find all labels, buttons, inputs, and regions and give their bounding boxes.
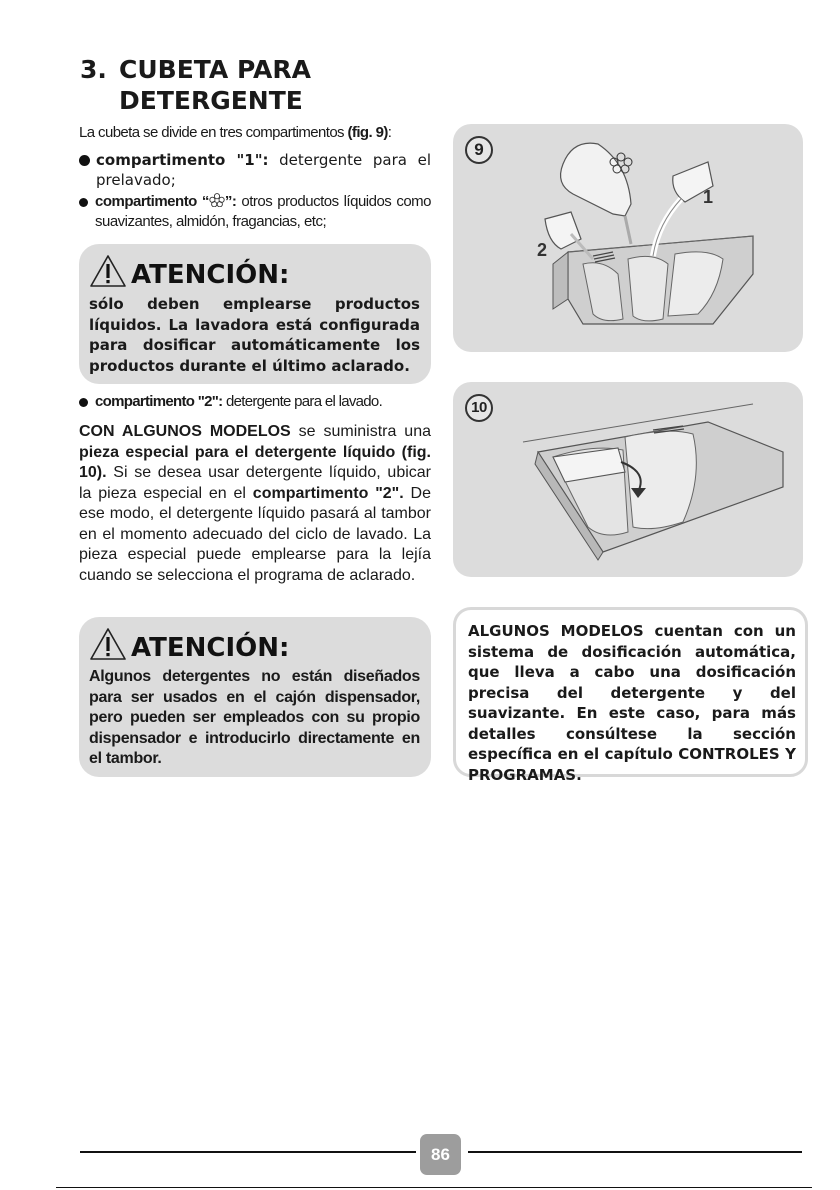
fig-reference: (fig. 9) [347,124,388,141]
special-piece-paragraph: CON ALGUNOS MODELOS se suministra una pieza especial para el detergente líquido (fig. 10). Si se desea usar detergente líquido, ubicar la pieza especial en el compartimento "2". De ese modo, el detergente líquido pasará al tambor en el momento adecuado del ciclo de lavado. La pieza especial puede emplearse para la lejía cuando se selecciona el programa de aclarado. [79,423,431,584]
flower-icon [209,193,225,207]
warning-triangle-icon [89,627,127,661]
warning-body: Algunos detergentes no están diseñados para ser usados en el cajón dispensador, pero pueden ser empleados con su propio dispensador e introducirlo directamente en el tambor. [89,668,420,767]
warning-body: sólo deben emplearse productos líquidos. La lavadora está configurada para dosificar automáticamente los productos durante el último aclarado. [89,295,420,375]
bullet-dot-icon [79,155,90,166]
page-bottom-rule [56,1187,812,1188]
figure-9-illustration [453,124,803,352]
compartment-2-label: 2 [537,240,548,260]
section-title-line2: DETERGENTE [119,86,303,115]
bullet-dot-icon [79,398,88,407]
section-number: 3. [80,55,107,84]
bullet-compartment-2: compartimento "2": detergente para el lavado. [79,392,431,412]
warning-title: ATENCIÓN: [131,260,290,290]
special-piece-illustration [453,382,803,577]
warning-title: ATENCIÓN: [131,633,290,663]
warning-triangle-icon [89,254,127,288]
bullet-compartment-softener: compartimento “ ”: otros productos líquidos como suavizantes, almidón, fragancias, etc; [79,192,431,232]
compartment-1-label: 1 [703,187,714,207]
figure-10-illustration [453,382,803,577]
note-body: ALGUNOS MODELOS cuentan con un sistema de dosificación automática, que lleva a cabo una dosificación precisa del detergente y del suavizante. En este caso, para más detalles consúltese la sección específica en el capítulo CONTROLES Y PROGRAMAS. [468,622,796,784]
figure-number-badge: 9 [465,136,493,164]
warning-box-detergents [79,617,431,777]
figure-number-badge: 10 [465,394,493,422]
page-number: 86 [420,1134,461,1175]
section-title-line1: CUBETA PARA [119,55,311,84]
detergent-drawer-pouring-illustration [453,124,803,352]
warning-box-liquids [79,244,431,384]
bullet-compartment-1: compartimento "1": detergente para el prelavado; [79,150,431,190]
intro-text: La cubeta se divide en tres compartimentos (fig. 9): [79,124,392,141]
footer-rule-left [80,1151,416,1153]
footer-rule-right [468,1151,802,1153]
bullet-dot-icon [79,198,88,207]
auto-dosing-note [453,607,808,784]
